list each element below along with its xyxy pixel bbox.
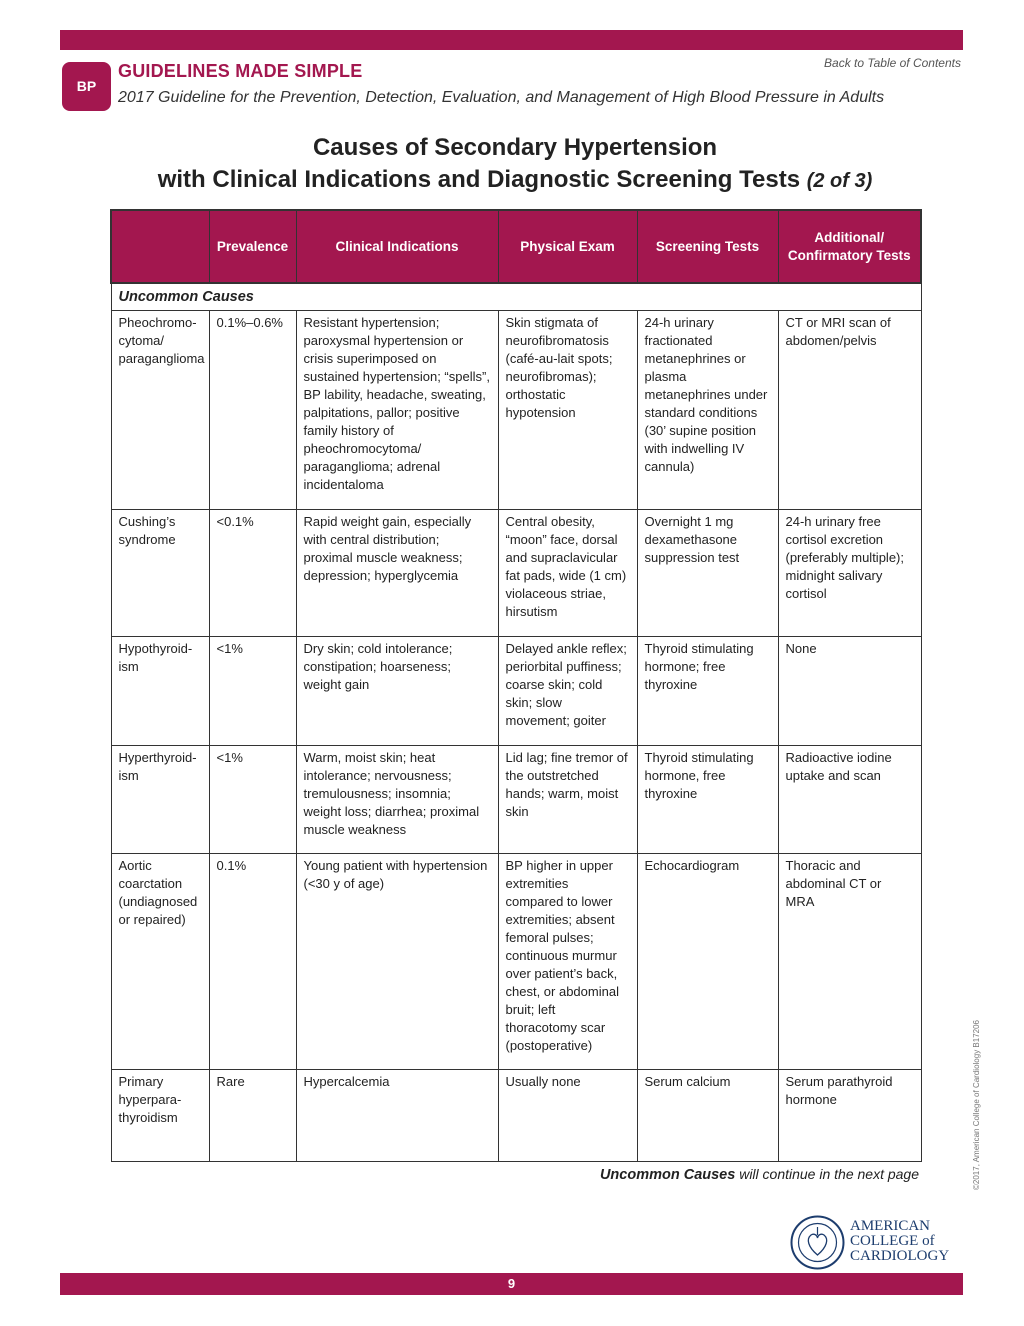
table-cell: 24-h urinary fractionated metanephrines or plasma metanephrines under standard conditions (30’ supine position with indwelling IV cannula) [637,311,778,510]
table-cell: <0.1% [209,510,296,637]
table-cell: Dry skin; cold intolerance; constipation; hoarseness; weight gain [296,637,498,746]
guideline-subtitle: 2017 Guideline for the Prevention, Detection, Evaluation, and Management of High Blood Pressure in Adults [118,89,885,106]
table-cell: Radioactive iodine uptake and scan [778,746,921,854]
table-cell: None [778,637,921,746]
table-cell: <1% [209,637,296,746]
table-cell: Serum parathyroid hormone [778,1070,921,1162]
table-cell: 0.1% [209,854,296,1070]
table-cell: Usually none [498,1070,637,1162]
title-part: (2 of 3) [806,170,873,192]
section-label: Uncommon Causes [111,283,921,311]
causes-table [110,209,922,1162]
table-cell: Lid lag; fine tremor of the outstretched hands; warm, moist skin [498,746,637,854]
table-cell: Hypercalcemia [296,1070,498,1162]
column-header [111,210,209,283]
table-header-row [111,210,921,283]
table-row [111,746,921,854]
table-cell: BP higher in upper extremities compared to lower extremities; absent femoral pulses; continuous murmur over patient’s back, chest, or abdominal bruit; left thoracotomy scar (postoperative) [498,854,637,1070]
column-header: Screening Tests [637,210,778,283]
table-cell: Young patient with hypertension (<30 y of age) [296,854,498,1070]
title-line-1: Causes of Secondary Hypertension [312,134,718,161]
table-cell: CT or MRI scan of abdomen/pelvis [778,311,921,510]
column-header: Physical Exam [498,210,637,283]
acc-logo-line-2: COLLEGE of [850,1233,935,1249]
continuation-note-text: will continue in the next page [735,1166,919,1182]
copyright-text: ©2017, American College of Cardiology B17206 [972,1020,981,1190]
table-cell: Thyroid stimulating hormone, free thyroxine [637,746,778,854]
table-cell: Thoracic and abdominal CT or MRA [778,854,921,1070]
title-line-2-text: with Clinical Indications and Diagnostic Screening Tests [157,166,801,193]
acc-logo-line-3: CARDIOLOGY [850,1248,950,1264]
acc-logo-line-1: AMERICAN [850,1218,931,1234]
section-row [111,283,921,311]
table-cell: Overnight 1 mg dexamethasone suppression test [637,510,778,637]
column-header: Clinical Indications [296,210,498,283]
page-number: 9 [60,1273,963,1295]
header-bar [60,30,963,50]
table-cell: Echocardiogram [637,854,778,1070]
table-row [111,311,921,510]
table-cell: <1% [209,746,296,854]
column-header: Prevalence [209,210,296,283]
table-cell: Aortic coarctation (undiagnosed or repaired) [111,854,209,1070]
table-cell: Serum calcium [637,1070,778,1162]
table-cell: Delayed ankle reflex; periorbital puffiness; coarse skin; cold skin; slow movement; goiter [498,637,637,746]
table-cell: Rapid weight gain, especially with central distribution; proximal muscle weakness; depression; hyperglycemia [296,510,498,637]
table-cell: Rare [209,1070,296,1162]
column-header: Additional/ Confirmatory Tests [778,210,921,283]
acc-seal-icon [790,1215,845,1270]
page-title [112,132,918,197]
table-cell: Warm, moist skin; heat intolerance; nervousness; tremulousness; insomnia; weight loss; diarrhea; proximal muscle weakness [296,746,498,854]
continuation-note [600,1166,919,1183]
back-to-toc-link[interactable]: Back to Table of Contents [824,56,961,70]
table-row [111,510,921,637]
table-row [111,637,921,746]
guidelines-title: GUIDELINES MADE SIMPLE [118,61,363,81]
acc-logo [790,1215,965,1270]
table-cell: 0.1%–0.6% [209,311,296,510]
table-cell: Central obesity, “moon” face, dorsal and supraclavicular fat pads, wide (1 cm) violaceous striae, hirsutism [498,510,637,637]
table-cell: Resistant hypertension; paroxysmal hypertension or crisis superimposed on sustained hypertension; “spells”, BP lability, headache, sweating, palpitations, pallor; positive family history of pheochromocytoma/ paraganglioma; adrenal incidentaloma [296,311,498,510]
continuation-note-bold: Uncommon Causes [599,1167,736,1183]
table-cell: Pheochromo-cytoma/ paraganglioma [111,311,209,510]
bp-badge: BP [62,62,111,111]
table-cell: Skin stigmata of neurofibromatosis (café-au-lait spots; neurofibromas); orthostatic hypotension [498,311,637,510]
acc-logo-text [850,1219,949,1264]
title-line-2 [112,164,918,197]
table-cell: Hypothyroid-ism [111,637,209,746]
table-cell: 24-h urinary free cortisol excretion (preferably multiple); midnight salivary cortisol [778,510,921,637]
table-cell: Thyroid stimulating hormone; free thyroxine [637,637,778,746]
table-row [111,854,921,1070]
table-cell: Primary hyperpara-thyroidism [111,1070,209,1162]
table-cell: Hyperthyroid-ism [111,746,209,854]
table-row [111,1070,921,1162]
table-cell: Cushing’s syndrome [111,510,209,637]
